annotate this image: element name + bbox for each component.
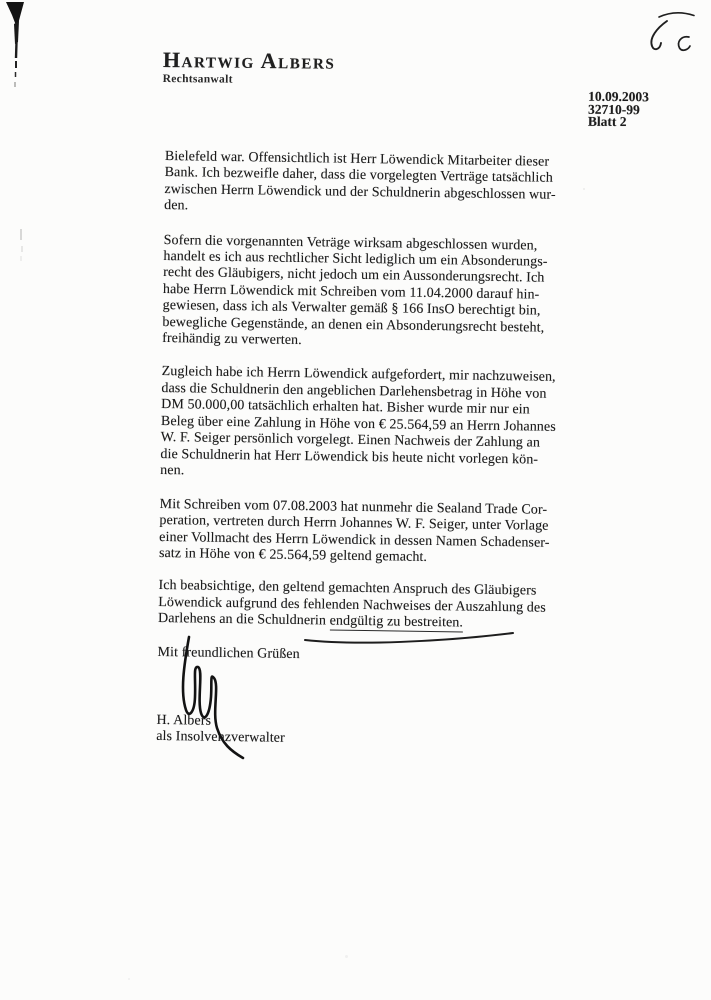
body-line: Zugleich habe ich Herrn Löwendick aufgefordert, mir nachzuweisen, xyxy=(161,364,556,386)
body-line: zwischen Herrn Löwendick und der Schuldnerin abgeschlossen wur- xyxy=(164,181,556,203)
closing-salutation: Mit freundlichen Grüßen xyxy=(157,644,300,662)
letter-date: 10.09.2003 xyxy=(588,88,649,105)
body-line: peration, vertreten durch Herrn Johannes W. F. Seiger, unter Vorlage xyxy=(159,513,549,534)
scan-speck xyxy=(345,955,348,958)
reference-block xyxy=(587,88,649,130)
paragraph xyxy=(160,364,632,486)
body-line: Sofern die vorgenannten Veträge wirksam abgeschlossen wurden, xyxy=(163,232,538,254)
file-number: 32710-99 xyxy=(587,101,640,117)
scan-speck xyxy=(128,978,130,980)
scan-speck xyxy=(421,251,423,253)
body-line: gewiesen, dass ich als Verwalter gemäß § 166 InsO berechtigt bin, xyxy=(162,298,541,319)
body-line: DM 50.000,00 tatsächlich erhalten hat. Bisher wurde mir nur ein xyxy=(161,397,530,418)
closing-salutation-wrap xyxy=(157,645,627,668)
body-line: Löwendick aufgrund des fehlenden Nachweises der Auszahlung des xyxy=(158,594,546,616)
signer-block xyxy=(156,713,626,753)
paragraph xyxy=(159,497,630,570)
firm-name: Hartwig Albers xyxy=(162,47,336,74)
body-line: den. xyxy=(164,198,189,214)
signer-name: H. Albers xyxy=(156,713,212,729)
body-line: bewegliche Gegenstände, an denen ein Absonderungsrecht besteht, xyxy=(162,314,545,336)
emphasized-phrase: endgültig zu bestreiten. xyxy=(329,613,464,631)
body-line: dass die Schuldnerin den angeblichen Darlehensbetrag in Höhe von xyxy=(161,380,547,402)
body-line: Mit Schreiben vom 07.08.2003 hat nunmehr die Sealand Trade Cor- xyxy=(159,496,548,518)
body-line: freihändig zu verwerten. xyxy=(162,331,302,349)
letter-body xyxy=(156,149,635,753)
body-line: satz in Höhe von € 25.564,59 geltend gemacht. xyxy=(158,545,428,565)
scan-edge-artifact-icon xyxy=(6,2,24,261)
letterhead xyxy=(163,48,336,87)
body-line: handelt es ich aus rechtlicher Sicht lediglich um ein Absonderungs- xyxy=(163,249,548,270)
body-line: Beleg über eine Zahlung in Höhe von € 25.564,59 an Herrn Johannes xyxy=(160,413,556,435)
body-line: W. F. Seiger persönlich vorgelegt. Einen Nachweis der Zahlung an xyxy=(160,430,541,451)
pen-scribble-icon xyxy=(651,13,694,50)
scan-speck xyxy=(583,188,585,190)
firm-subtitle: Rechtsanwalt xyxy=(162,72,233,86)
body-line: Bank. Ich bezweifle daher, dass die vorgelegten Verträge tatsächlich xyxy=(164,165,553,187)
body-line: Bielefeld war. Offensichtlich ist Herr Löwendick Mitarbeiter dieser xyxy=(164,149,550,170)
body-line-prefix: Darlehens an die Schuldnerin xyxy=(157,611,330,629)
body-line: habe Herrn Löwendick mit Schreiben vom 11.04.2000 darauf hin- xyxy=(162,281,540,303)
paragraph xyxy=(158,578,629,634)
scan-speck xyxy=(236,366,238,368)
sheet-number: Blatt 2 xyxy=(587,113,627,130)
body-line: einer Vollmacht des Herrn Löwendick in dessen Namen Schadenser- xyxy=(159,529,550,551)
signer-role: als Insolvenzverwalter xyxy=(156,729,285,747)
body-line: nen. xyxy=(160,462,185,479)
paragraph xyxy=(162,233,634,355)
body-line: die Schuldnerin hat Herr Löwendick bis heute nicht vorlegen kön- xyxy=(160,446,539,468)
body-line: recht des Gläubigers, nicht jedoch um ein Aussonderungsrecht. Ich xyxy=(163,265,545,287)
paragraph xyxy=(164,149,635,222)
body-line: Ich beabsichtige, den geltend gemachten Anspruch des Gläubigers xyxy=(158,578,537,599)
